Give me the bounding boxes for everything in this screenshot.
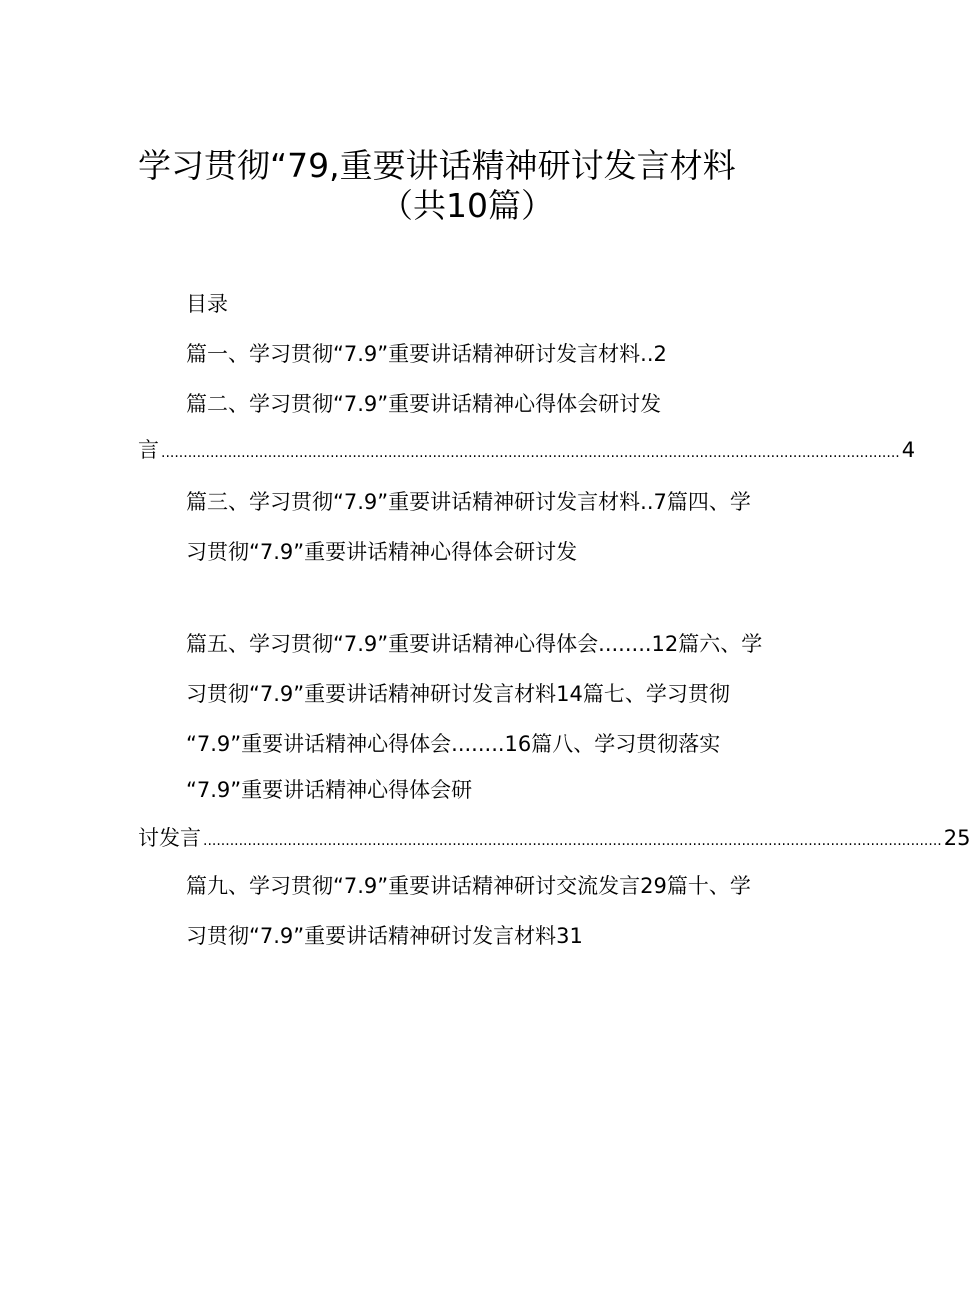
toc-line: “7.9”重要讲话精神心得体会研 xyxy=(186,778,473,802)
toc-page-number: 4 xyxy=(901,438,916,462)
toc-line: 习贯彻“7.9”重要讲话精神研讨发言材料14篇七、学习贯彻 xyxy=(186,682,730,706)
toc-line: 篇一、学习贯彻“7.9”重要讲话精神研讨发言材料..2 xyxy=(186,342,667,366)
toc-line-lead: 言 xyxy=(138,438,159,462)
toc-dotted-line xyxy=(138,436,916,467)
toc-line: 习贯彻“7.9”重要讲话精神心得体会研讨发 xyxy=(186,540,578,564)
dot-leader: ...................................................................................................................................................................... xyxy=(203,833,942,849)
document-subtitle: （共10篇） xyxy=(380,186,554,225)
toc-line: 篇二、学习贯彻“7.9”重要讲话精神心得体会研讨发 xyxy=(186,392,662,416)
toc-line-lead: 讨发言 xyxy=(138,826,201,850)
toc-dotted-line xyxy=(138,824,970,855)
toc-line: 习贯彻“7.9”重要讲话精神研讨发言材料31 xyxy=(186,924,583,948)
dot-leader: ...................................................................................................................................................................... xyxy=(161,445,900,461)
document-title: 学习贯彻“79,重要讲话精神研讨发言材料 xyxy=(138,146,736,185)
toc-line: 篇九、学习贯彻“7.9”重要讲话精神研讨交流发言29篇十、学 xyxy=(186,874,751,898)
toc-line: 篇三、学习贯彻“7.9”重要讲话精神研讨发言材料..7篇四、学 xyxy=(186,490,751,514)
toc-page-number: 25 xyxy=(943,826,970,850)
toc-heading: 目录 xyxy=(186,292,228,316)
toc-line: 篇五、学习贯彻“7.9”重要讲话精神心得体会........12篇六、学 xyxy=(186,632,763,656)
toc-line: “7.9”重要讲话精神心得体会........16篇八、学习贯彻落实 xyxy=(186,732,721,756)
